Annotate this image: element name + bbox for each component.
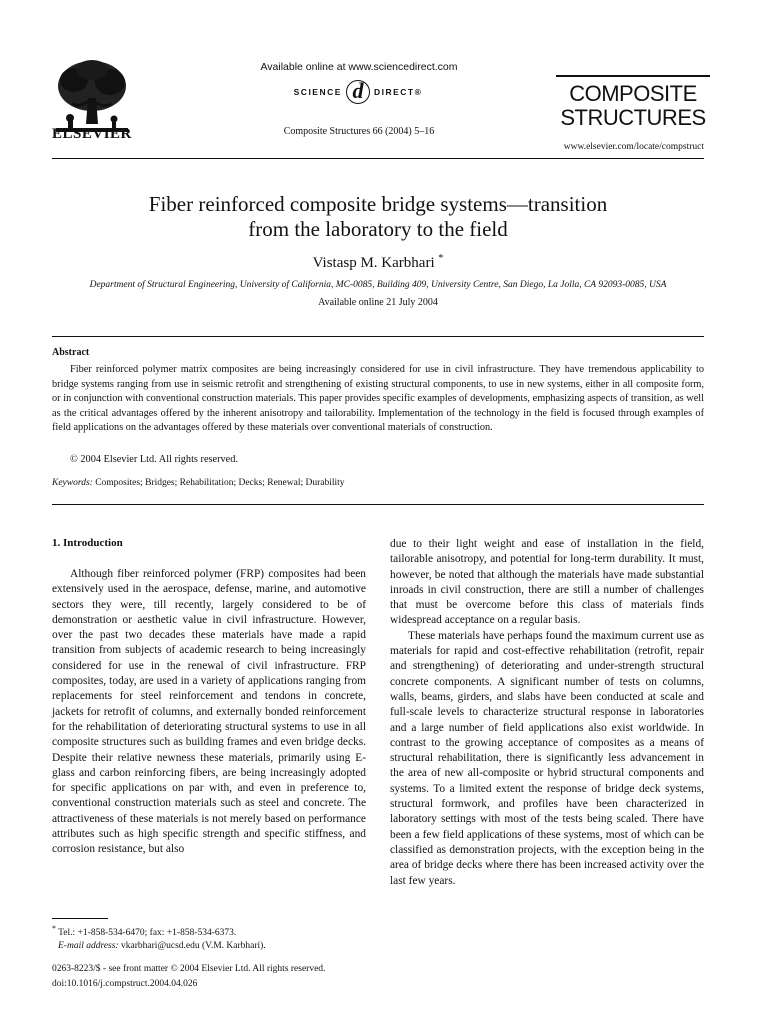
keywords-list: Composites; Bridges; Rehabilitation; Decks; Renewal; Durability: [95, 478, 345, 488]
keywords-label: Keywords:: [52, 478, 93, 488]
page-footer: [52, 962, 432, 991]
article-title-line1: Fiber reinforced composite bridge systems—transition: [148, 192, 608, 216]
abstract-heading: Abstract: [52, 347, 90, 358]
sd-at-icon: d: [346, 80, 370, 104]
abstract-text: Fiber reinforced polymer matrix composites are being increasingly considered for use in civil infrastructure. They have tremendous applicability to bridge systems ranging from use in seismic retrofit and strengthening of existing structural components, to use in new systems, either in all composite form, or in conjunction with conventional construction materials. This paper provides specific examples of developments, emphasizing aspects of transition, as well as the critical advantages offered by the inherent anisotropy and tailorability. Implementation of the technology in the field is focused through examples of field applications on the advantages offered by these materials over conventional materials of construction.: [52, 364, 704, 434]
keywords-line: [52, 478, 345, 488]
section-heading-introduction: 1. Introduction: [52, 537, 123, 549]
intro-paragraph-1: Although fiber reinforced polymer (FRP) composites had been extensively used in the aerospace, defense, marine, and automotive sectors they were, till recently, largely considered to be of demonstration or aesthetic value in civil infrastructure. However, over the past two decades these materials have made a rapid transition from subjects of academic research to being increasingly considered for use in the renewal of civil infrastructure. FRP composites, today, are used in a variety of applications ranging from replacements for steel reinforcement and tendons in concrete, jackets for retrofit of columns, and externally bonded reinforcement for the rehabilitation of deteriorating structural systems to use in all composite structures such as building frames and even bridge decks. Despite their relative newness these materials, primarily using E-glass and carbon reinforcing fibers, are being increasingly adopted for specific applications on par with, and even in preference to, conventional construction materials such as steel and concrete. The attractiveness of these materials is not merely based on performance attributes such as high specific strength and specific stiffness, and corrosion resistance, but also: [52, 568, 366, 856]
available-online-notice[interactable]: Available online at www.sciencedirect.com: [260, 61, 458, 73]
abstract-top-divider: [52, 336, 704, 337]
author-line: [52, 253, 704, 272]
publisher-name: ELSEVIER: [52, 126, 132, 142]
sd-right-text: DIRECT®: [373, 87, 423, 97]
article-title-line2: from the laboratory to the field: [248, 217, 508, 241]
doi-line[interactable]: doi:10.1016/j.compstruct.2004.04.026: [52, 978, 198, 989]
email-link[interactable]: vkarbhari@ucsd.edu: [120, 941, 200, 952]
email-label: E-mail address:: [58, 941, 119, 952]
author-name: Vistasp M. Karbhari: [312, 255, 435, 271]
abstract-copyright: © 2004 Elsevier Ltd. All rights reserved.: [70, 454, 238, 465]
footnote-mark: *: [52, 924, 56, 933]
journal-citation: Composite Structures 66 (2004) 5–16: [283, 126, 435, 137]
footnote-divider: [52, 918, 108, 919]
journal-url-link[interactable]: www.elsevier.com/locate/compstruct: [563, 142, 704, 152]
journal-title: [556, 75, 710, 130]
available-online-date: Available online 21 July 2004: [318, 297, 438, 308]
left-column: [52, 567, 366, 858]
author-footnote-mark[interactable]: *: [438, 253, 444, 264]
right-column: [390, 537, 704, 889]
sd-left-text: SCIENCE: [293, 87, 342, 97]
footnote-contact: Tel.: +1-858-534-6470; fax: +1-858-534-6373.: [58, 928, 237, 939]
intro-paragraph-1-continued: due to their light weight and ease of installation in the field, tailorable anisotropy, and potential for long-term durability. It must, however, be noted that although the materials have made substantial inroads in civil construction, there are still a number of challenges that must be overcome before this class of materials finds widespread acceptance on a regular basis.: [390, 538, 704, 627]
author-affiliation: Department of Structural Engineering, University of California, MC-0085, Building 409, University Centre, San Diego, La Jolla, CA 92093-0085, USA: [89, 280, 667, 290]
intro-paragraph-2: These materials have perhaps found the maximum current use as materials for rapid and cost-effective rehabilitation (retrofit, repair and strengthening) of deteriorating and under-strength structural concrete components. A significant number of tests on columns, walls, beams, girders, and slabs have been conducted at scale and full-scale levels to characterize structural response in laboratories and a large number of field applications also exist worldwide. In contrast to the growing acceptance of composites as a means of structural rehabilitation, there is significantly less advancement in the area of new all-composite or hybrid structural components and systems. To a limited extent the response of bridge deck systems, structural formwork, and profiles have been characterized in laboratory settings with most of the tests being scaled. There have been a few field applications of these systems, most of which can be classified as demonstration projects, with the exception being in the area of bridge decks where there has been increased activity over the last few years.: [390, 629, 704, 887]
header-divider: [52, 158, 704, 159]
front-matter-line: 0263-8223/$ - see front matter © 2004 Elsevier Ltd. All rights reserved.: [52, 964, 326, 974]
journal-title-line2: STRUCTURES: [560, 105, 706, 130]
author-footnote: [52, 922, 366, 953]
abstract-bottom-divider: [52, 504, 704, 505]
article-title: [52, 192, 704, 242]
email-owner: (V.M. Karbhari).: [202, 941, 266, 952]
journal-title-line1: COMPOSITE: [569, 81, 697, 106]
sciencedirect-logo: [283, 78, 433, 106]
